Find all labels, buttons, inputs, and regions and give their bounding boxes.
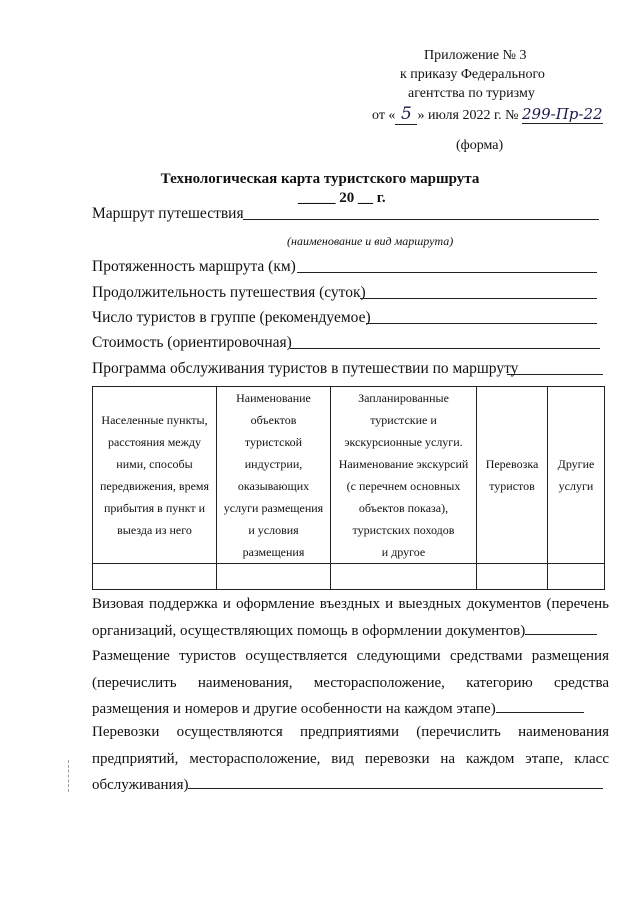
margin-mark — [68, 760, 70, 792]
cost-label: Стоимость (ориентировочная) — [92, 334, 292, 351]
lodging-paragraph — [92, 643, 609, 723]
title-year-blank: _____ 20 __ г. — [298, 190, 386, 206]
group-size-label: Число туристов в группе (рекомендуемое) — [92, 309, 371, 326]
table-header-row — [93, 387, 605, 564]
length-input-line[interactable] — [297, 272, 597, 273]
col-header-settlements: Населенные пункты, расстояния между ними, способы передвижения, время прибытия в пункт и выезда из него — [93, 387, 217, 564]
date-mid: » июля 2022 г. № — [417, 108, 519, 123]
visa-text: Визовая поддержка и оформление въездных и выездных документов (перечень организаций, осуществляющих помощь в оформлении документов) — [92, 596, 609, 639]
col-header-transport: Перевозка туристов — [477, 387, 548, 564]
col-header-accommodation: Наименование объектов туристской индустрии, оказывающих услуги размещения и условия размещения — [217, 387, 331, 564]
transport-paragraph — [92, 719, 609, 799]
col-header-other: Другие услуги — [548, 387, 605, 564]
lodging-input-line[interactable] — [496, 698, 584, 713]
transport-input-line[interactable] — [188, 774, 603, 789]
agency-name: агентства по туризму — [408, 86, 535, 101]
order-reference: к приказу Федерального — [400, 67, 545, 82]
table-cell[interactable] — [548, 564, 605, 590]
group-size-input-line[interactable] — [366, 323, 597, 324]
duration-label: Продолжительность путешествия (суток) — [92, 284, 366, 301]
order-number-handwritten: 299-Пр-22 — [522, 105, 603, 123]
table-cell[interactable] — [217, 564, 331, 590]
route-input-line[interactable] — [243, 219, 599, 220]
date-prefix: от « — [372, 108, 396, 123]
visa-paragraph — [92, 591, 609, 644]
lodging-text: Размещение туристов осуществляется следующими средствами размещения (перечислить наименования, месторасположение, категорию средства размещения и номеров и другие особенности на каждом этапе) — [92, 648, 609, 717]
route-hint: (наименование и вид маршрута) — [287, 234, 454, 248]
duration-input-line[interactable] — [360, 298, 597, 299]
col-header-excursions: Запланированные туристские и экскурсионные услуги. Наименование экскурсий (с перечнем основных объектов показа), туристских походов и другое — [331, 387, 477, 564]
table-cell[interactable] — [93, 564, 217, 590]
program-label: Программа обслуживания туристов в путешествии по маршруту — [92, 360, 519, 377]
table-row — [93, 564, 605, 590]
route-label: Маршрут путешествия — [92, 205, 244, 222]
length-label: Протяженность маршрута (км) — [92, 258, 296, 275]
program-table — [92, 386, 605, 590]
table-cell[interactable] — [331, 564, 477, 590]
form-label: (форма) — [456, 138, 504, 153]
document-title: Технологическая карта туристского маршрута — [160, 171, 480, 187]
cost-input-line[interactable] — [290, 348, 600, 349]
appendix-number: Приложение № 3 — [424, 48, 527, 63]
table-cell[interactable] — [477, 564, 548, 590]
order-date-line — [372, 104, 603, 125]
transport-text: Перевозки осуществляются предприятиями (перечислить наименования предприятий, месторасположение, вид перевозки на каждом этапе, класс обслуживания) — [92, 724, 609, 793]
program-input-line[interactable] — [507, 374, 603, 375]
date-day-handwritten: 5 — [395, 104, 417, 125]
visa-input-line[interactable] — [525, 620, 597, 635]
